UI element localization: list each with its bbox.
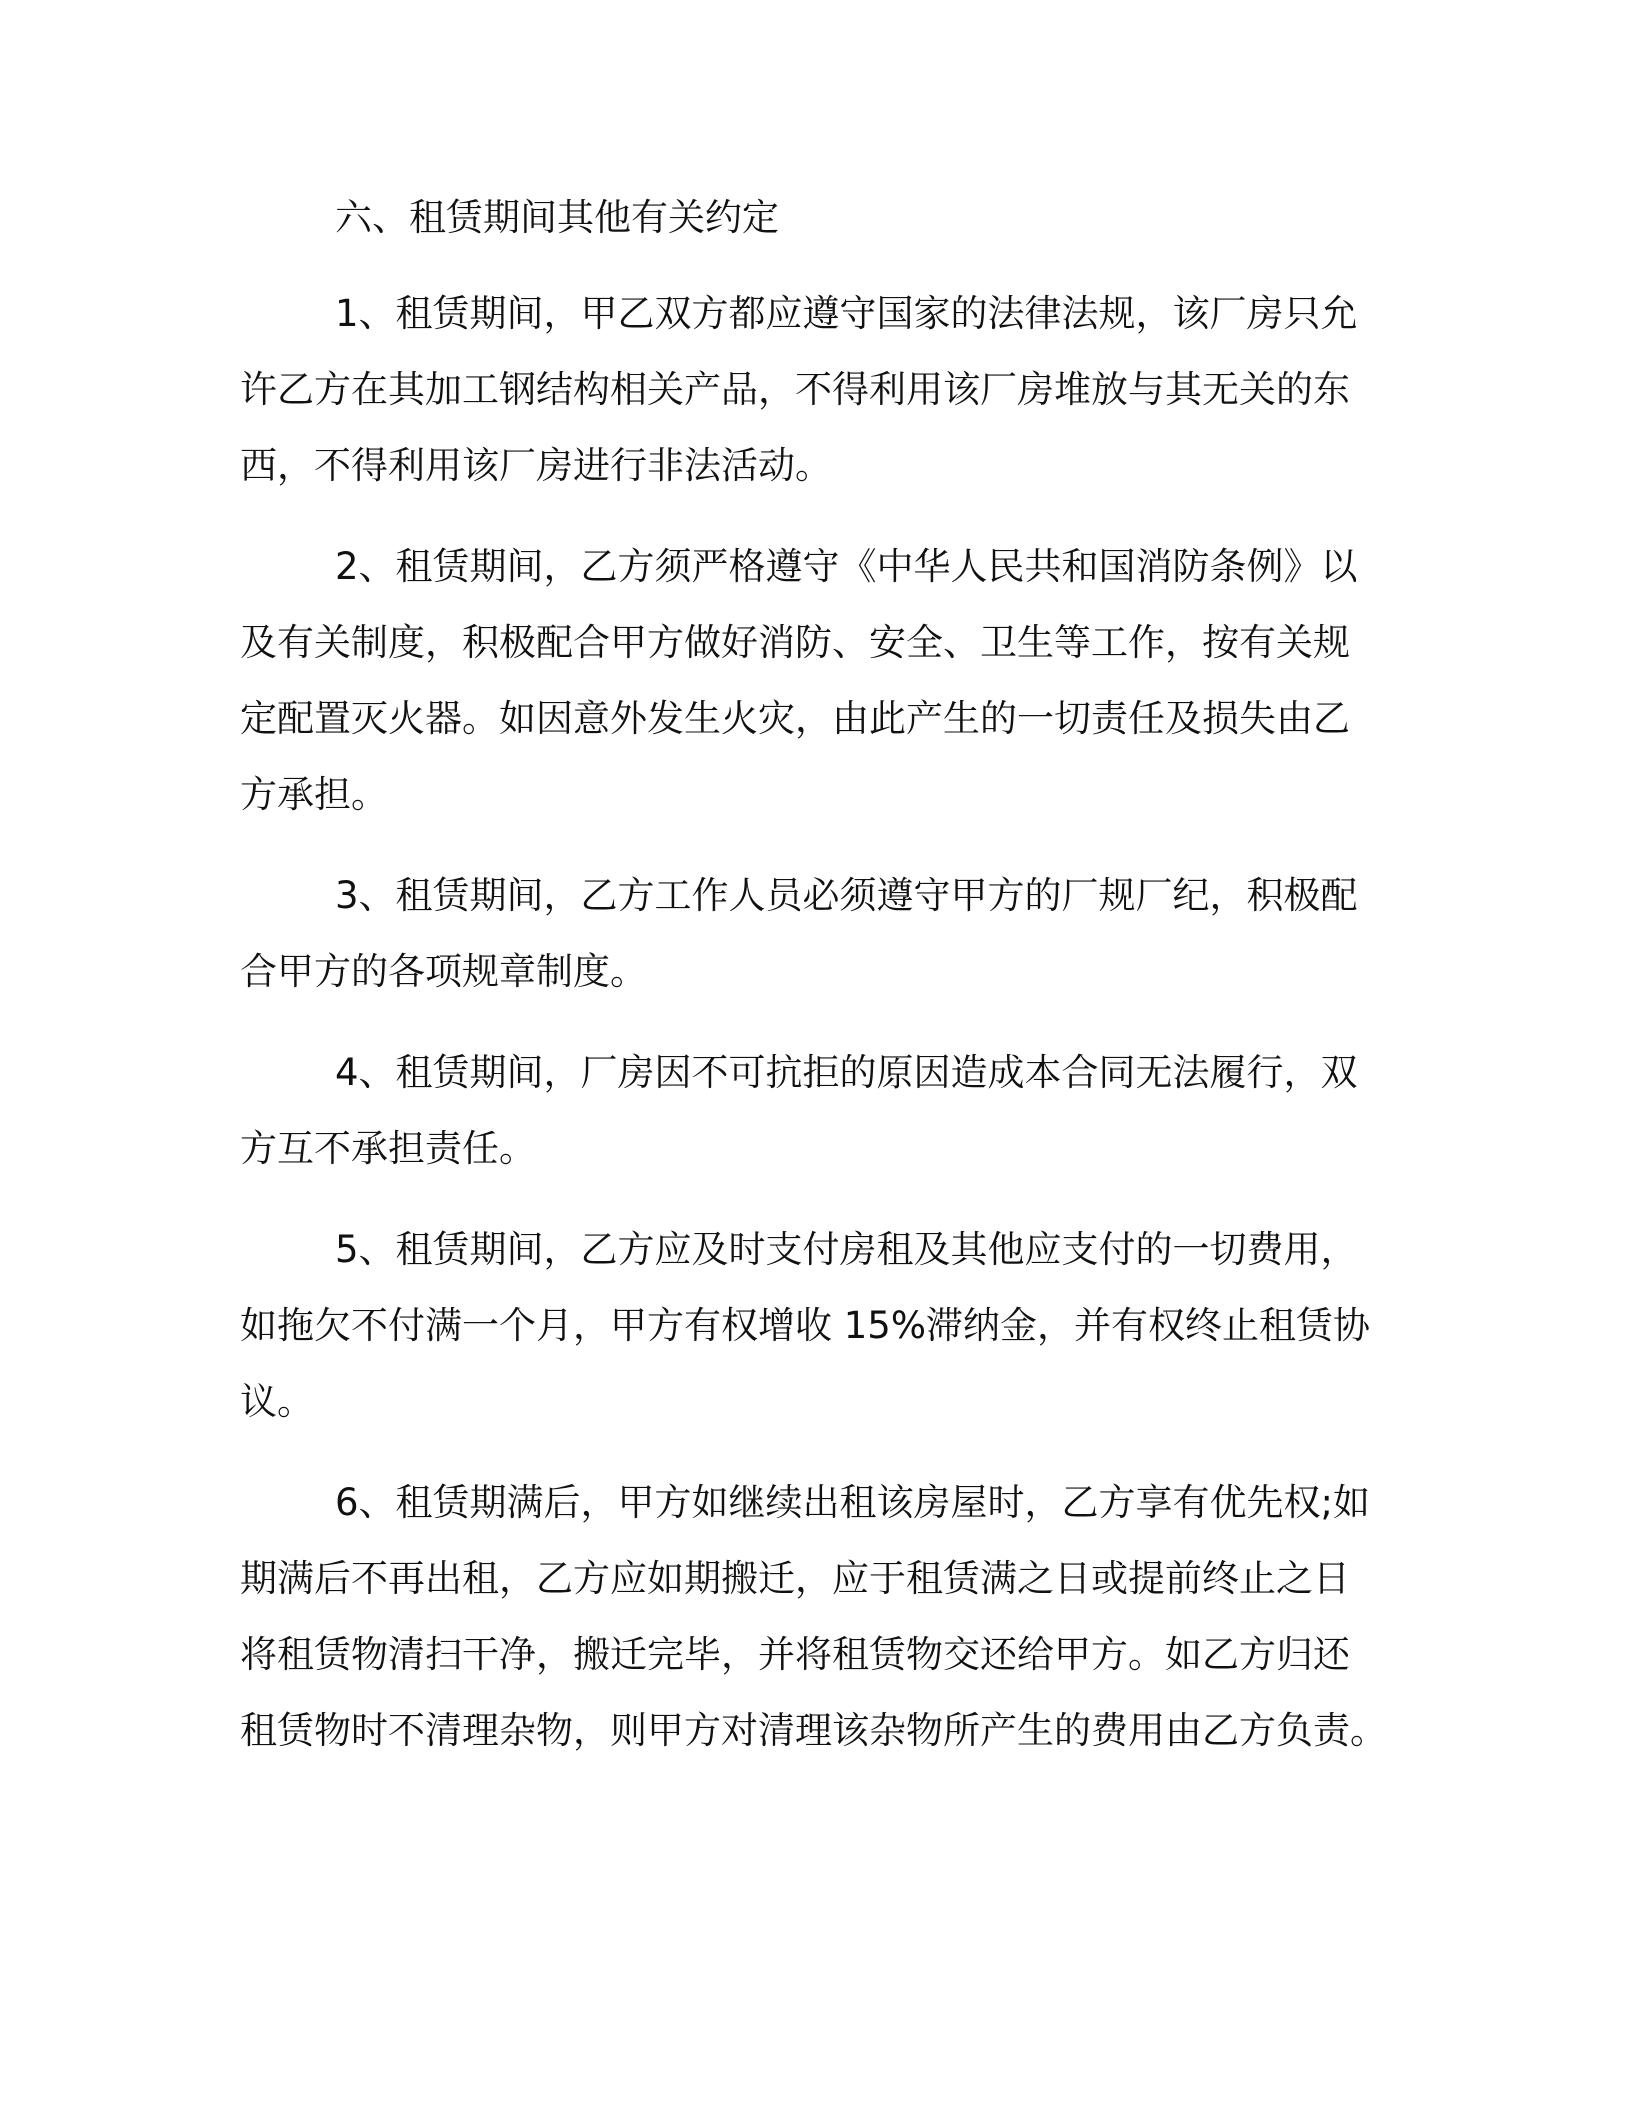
clause-6 [240,1465,1387,1769]
clause-4-line-2: 方互不承担责任。 [240,1127,536,1170]
clause-1-line-3: 西，不得利用该厂房进行非法活动。 [240,444,832,487]
clause-3 [240,858,1370,1010]
section-heading: 六、租赁期间其他有关约定 [335,196,779,239]
clause-1-line-2: 许乙方在其加工钢结构相关产品，不得利用该厂房堆放与其无关的东 [240,368,1350,411]
clause-2-line-3: 定配置灭火器。如因意外发生火灾，由此产生的一切责任及损失由乙 [240,697,1350,740]
clause-6-line-3: 将租赁物清扫干净，搬迁完毕，并将租赁物交还给甲方。如乙方归还 [240,1633,1350,1676]
document-body [240,180,1387,1794]
clause-5-line-2: 如拖欠不付满一个月，甲方有权增收 15%滞纳金，并有权终止租赁协 [240,1304,1370,1347]
clause-4-line-1: 4、租赁期间，厂房因不可抗拒的原因造成本合同无法履行，双 [335,1051,1358,1094]
clause-2 [240,529,1370,833]
clause-5-line-1: 5、租赁期间，乙方应及时支付房租及其他应支付的一切费用， [335,1228,1358,1271]
clause-2-line-4: 方承担。 [240,773,388,816]
clause-2-line-2: 及有关制度，积极配合甲方做好消防、安全、卫生等工作，按有关规 [240,621,1350,664]
clause-6-line-1: 6、租赁期满后，甲方如继续出租该房屋时，乙方享有优先权;如 [335,1481,1371,1524]
clause-2-line-1: 2、租赁期间，乙方须严格遵守《中华人民共和国消防条例》以 [335,545,1358,588]
clause-3-line-2: 合甲方的各项规章制度。 [240,950,647,993]
clause-5 [240,1212,1370,1440]
clause-6-line-2: 期满后不再出租，乙方应如期搬迁，应于租赁满之日或提前终止之日 [240,1557,1350,1600]
clause-5-line-3: 议。 [240,1380,314,1423]
clause-1 [240,276,1370,504]
clause-1-line-1: 1、租赁期间，甲乙双方都应遵守国家的法律法规，该厂房只允 [335,292,1358,335]
clause-3-line-1: 3、租赁期间，乙方工作人员必须遵守甲方的厂规厂纪，积极配 [335,874,1358,917]
clause-6-line-4: 租赁物时不清理杂物，则甲方对清理该杂物所产生的费用由乙方负责。 [240,1709,1387,1752]
clause-4 [240,1035,1370,1187]
